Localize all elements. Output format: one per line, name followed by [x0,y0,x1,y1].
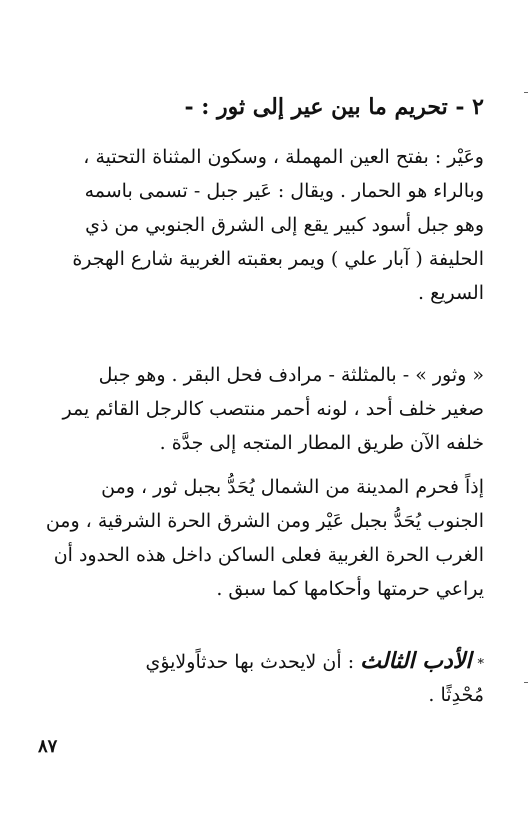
paragraph-line: الجنوب يُحَدُّ بجبل عَيْر ومن الشرق الحرة الشرقية ، ومن [45,510,484,532]
paragraph-line: وعَيْر : بفتح العين المهملة ، وسكون المثناة التحتية ، [83,146,484,168]
paragraph-line: وهو جبل أسود كبير يقع إلى الشرق الجنوبي من ذي [85,214,484,236]
paragraph-ayr [36,140,484,310]
paragraph-line: الغرب الحرة الغربية فعلى الساكن داخل هذه الحدود أن [53,544,484,566]
edge-scan-mark [524,92,528,93]
paragraph-line: خلفه الآن طريق المطار المتجه إلى جدَّة . [159,432,484,454]
star-marker: * [477,657,484,672]
page-number: ٨٧ [38,736,58,757]
paragraph-third-etiquette [36,644,484,712]
section-heading: ٢ - تحريم ما بين عير إلى ثور : - [184,94,484,120]
paragraph-line: السريع . [418,282,484,304]
edge-scan-mark [524,682,528,683]
paragraph-haram-boundaries [36,470,484,606]
paragraph-line: « وثور » - بالمثلثة - مرادف فحل البقر . وهو جبل [98,364,484,386]
paragraph-line: صغير خلف أحد ، لونه أحمر منتصب كالرجل القائم يمر [62,398,484,420]
etiquette-title: الأدب الثالث [360,648,472,674]
paragraph-line: مُحْدِثًا . [428,684,484,706]
etiquette-text: : أن لايحدث بها حدثاًولايؤي [145,651,361,673]
paragraph-line: إذاً فحرم المدينة من الشمال يُحَدُّ بجبل ثور ، ومن [101,476,484,498]
paragraph-line: يراعي حرمتها وأحكامها كما سبق . [216,578,484,600]
paragraph-line: وبالراء هو الحمار . ويقال : عَير جبل - تسمى باسمه [84,180,484,202]
paragraph-line [36,644,484,678]
paragraph-thawr [36,358,484,460]
paragraph-line: الحليفة ( آبار علي ) ويمر بعقبته الغربية شارع الهجرة [72,248,484,270]
